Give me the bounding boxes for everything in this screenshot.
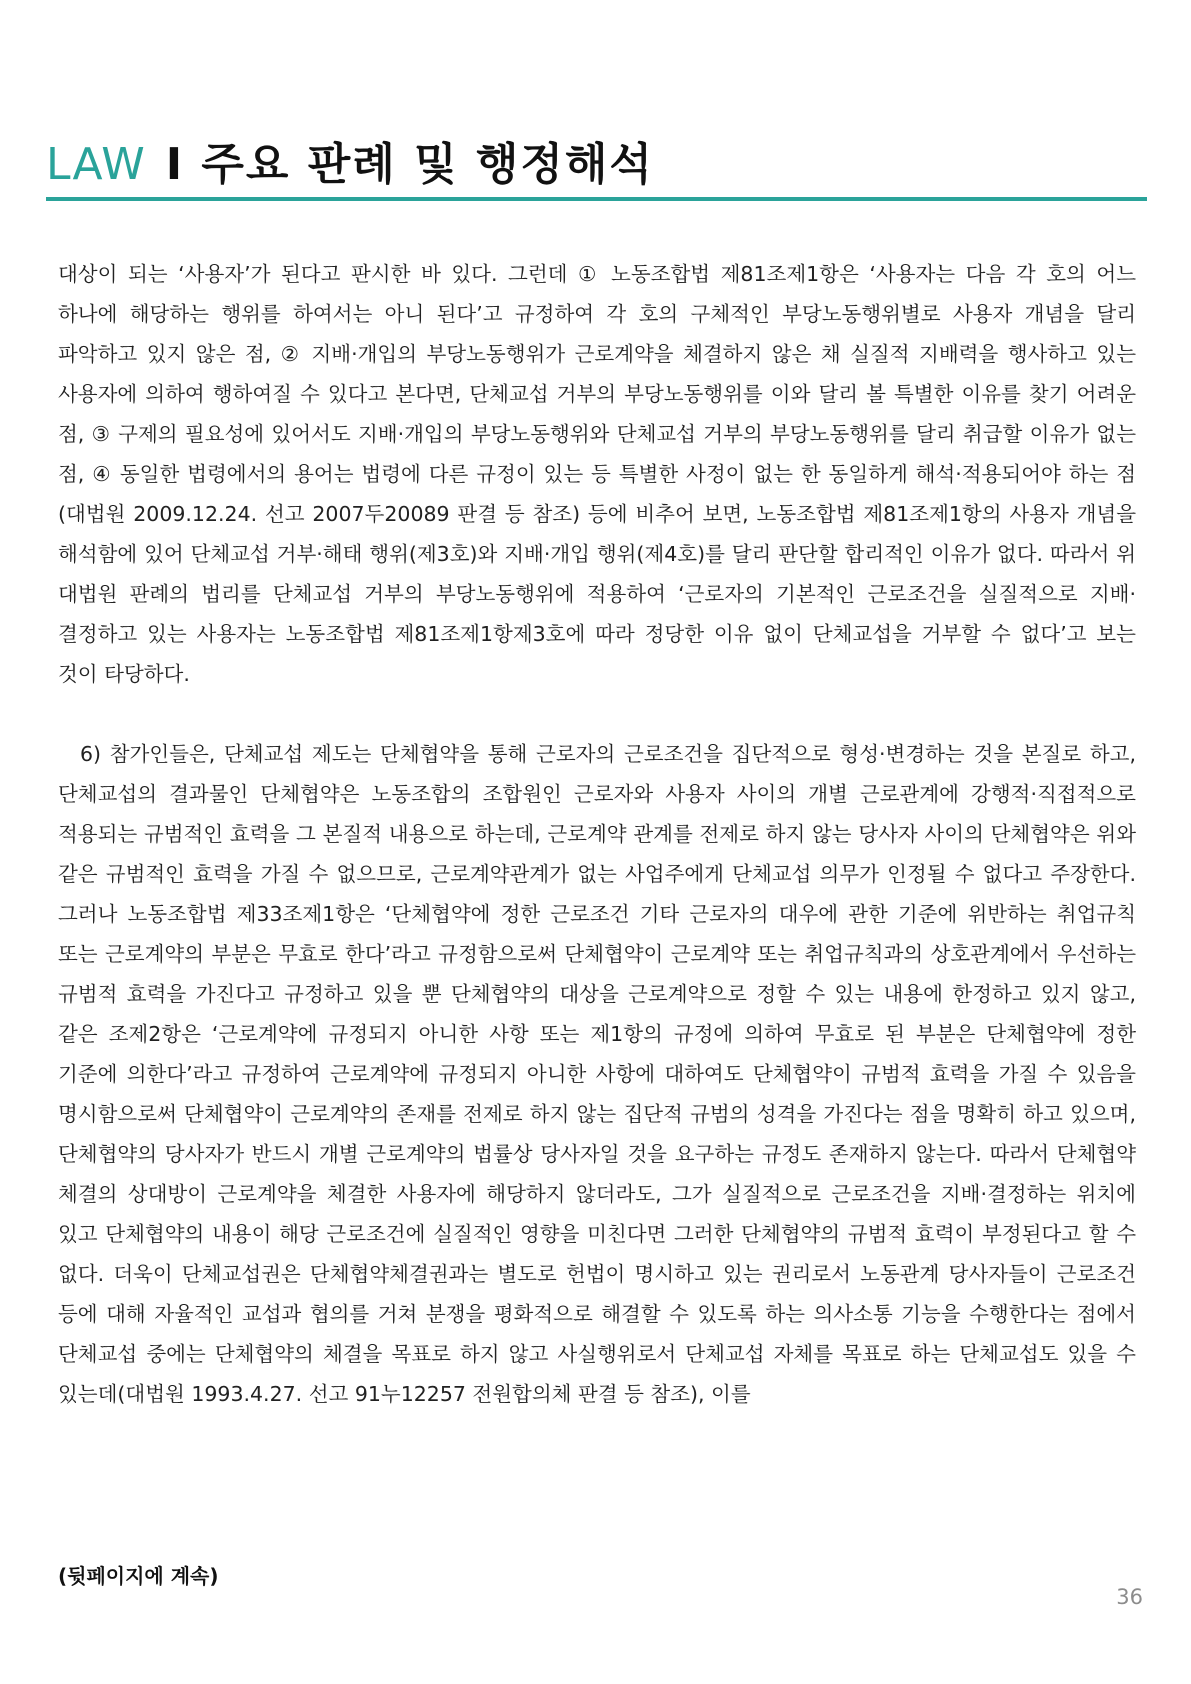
header-divider	[46, 197, 1147, 201]
section-tag: LAW	[46, 139, 146, 190]
continue-note: (뒷페이지에 계속)	[58, 1564, 219, 1588]
document-body	[58, 254, 1136, 1414]
page-header	[46, 128, 1146, 192]
paragraph-2: 6) 참가인들은, 단체교섭 제도는 단체협약을 통해 근로자의 근로조건을 집단적으로 형성·변경하는 것을 본질로 하고, 단체교섭의 결과물인 단체협약은 노동조합의 조합원인 근로자와 사용자 사이의 개별 근로관계에 강행적·직접적으로 적용되는 규범적인 효력을 그 본질적 내용으로 하는데, 근로계약 관계를 전제로 하지 않는 당사자 사이의 단체협약은 위와 같은 규범적인 효력을 가질 수 없으므로, 근로계약관계가 없는 사업주에게 단체교섭 의무가 인정될 수 없다고 주장한다. 그러나 노동조합법 제33조제1항은 ‘단체협약에 정한 근로조건 기타 근로자의 대우에 관한 기준에 위반하는 취업규칙 또는 근로계약의 부분은 무효로 한다’라고 규정함으로써 단체협약이 근로계약 또는 취업규칙과의 상호관계에서 우선하는 규범적 효력을 가진다고 규정하고 있을 뿐 단체협약의 대상을 근로계약으로 정할 수 있는 내용에 한정하고 있지 않고, 같은 조제2항은 ‘근로계약에 규정되지 아니한 사항 또는 제1항의 규정에 의하여 무효로 된 부분은 단체협약에 정한 기준에 의한다’라고 규정하여 근로계약에 규정되지 아니한 사항에 대하여도 단체협약이 규범적 효력을 가질 수 있음을 명시함으로써 단체협약이 근로계약의 존재를 전제로 하지 않는 집단적 규범의 성격을 가진다는 점을 명확히 하고 있으며, 단체협약의 당사자가 반드시 개별 근로계약의 법률상 당사자일 것을 요구하는 규정도 존재하지 않는다. 따라서 단체협약 체결의 상대방이 근로계약을 체결한 사용자에 해당하지 않더라도, 그가 실질적으로 근로조건을 지배·결정하는 위치에 있고 단체협약의 내용이 해당 근로조건에 실질적인 영향을 미친다면 그러한 단체협약의 규범적 효력이 부정된다고 할 수 없다. 더욱이 단체교섭권은 단체협약체결권과는 별도로 헌법이 명시하고 있는 권리로서 노동관계 당사자들이 근로조건 등에 대해 자율적인 교섭과 협의를 거쳐 분쟁을 평화적으로 해결할 수 있도록 하는 의사소통 기능을 수행한다는 점에서 단체교섭 중에는 단체협약의 체결을 목표로 하지 않고 사실행위로서 단체교섭 자체를 목표로 하는 단체교섭도 있을 수 있는데(대법원 1993.4.27. 선고 91누12257 전원합의체 판결 등 참조), 이를	[58, 742, 1136, 1406]
paragraph-1: 대상이 되는 ‘사용자’가 된다고 판시한 바 있다. 그런데 ① 노동조합법 제81조제1항은 ‘사용자는 다음 각 호의 어느 하나에 해당하는 행위를 하여서는 아니 된다’고 규정하여 각 호의 구체적인 부당노동행위별로 사용자 개념을 달리 파악하고 있지 않은 점, ② 지배·개입의 부당노동행위가 근로계약을 체결하지 않은 채 실질적 지배력을 행사하고 있는 사용자에 의하여 행하여질 수 있다고 본다면, 단체교섭 거부의 부당노동행위를 이와 달리 볼 특별한 이유를 찾기 어려운 점, ③ 구제의 필요성에 있어서도 지배·개입의 부당노동행위와 단체교섭 거부의 부당노동행위를 달리 취급할 이유가 없는 점, ④ 동일한 법령에서의 용어는 법령에 다른 규정이 있는 등 특별한 사정이 없는 한 동일하게 해석·적용되어야 하는 점(대법원 2009.12.24. 선고 2007두20089 판결 등 참조) 등에 비추어 보면, 노동조합법 제81조제1항의 사용자 개념을 해석함에 있어 단체교섭 거부·해태 행위(제3호)와 지배·개입 행위(제4호)를 달리 판단할 합리적인 이유가 없다. 따라서 위 대법원 판례의 법리를 단체교섭 거부의 부당노동행위에 적용하여 ‘근로자의 기본적인 근로조건을 실질적으로 지배·결정하고 있는 사용자는 노동조합법 제81조제1항제3호에 따라 정당한 이유 없이 단체교섭을 거부할 수 없다’고 보는 것이 타당하다.	[58, 262, 1136, 686]
page-number: 36	[1116, 1585, 1143, 1609]
page-title: I 주요 판례 및 행정해석	[165, 139, 654, 190]
